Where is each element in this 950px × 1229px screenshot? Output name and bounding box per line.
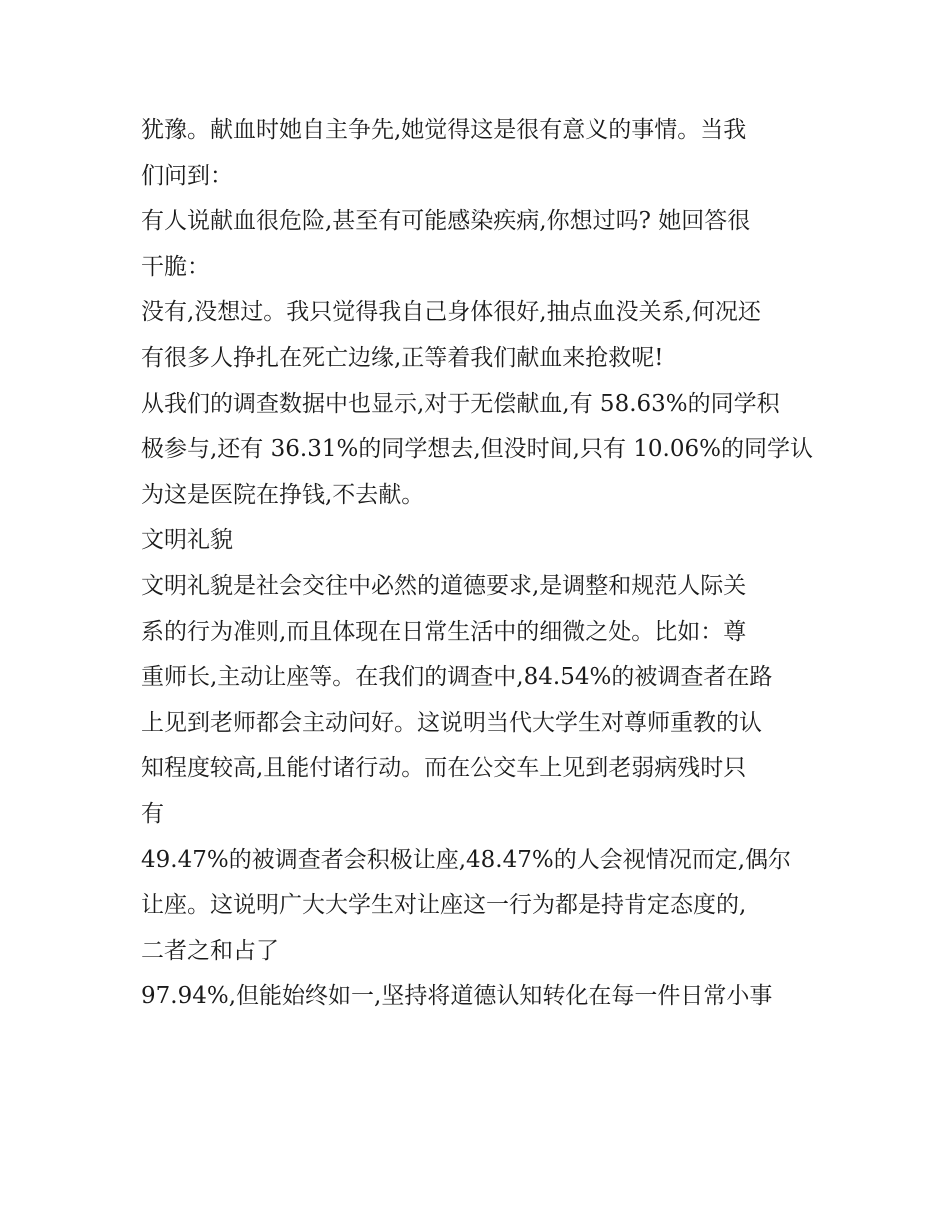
text-line: 没有,没想过。我只觉得我自己身体很好,抽点血没关系,何况还 [141,299,761,326]
text-line: 知程度较高,且能付诸行动。而在公交车上见到老弱病残时只 [141,755,747,782]
text-line: 为这是医院在挣钱,不去献。 [141,481,425,508]
body-text [141,108,821,1020]
text-line: 有人说献血很危险,甚至有可能感染疾病,你想过吗? 她回答很 [141,208,751,235]
text-line: 让座。这说明广大大学生对让座这一行为都是持肯定态度的, [141,892,747,919]
text-line: 们问到： [141,162,233,189]
text-line: 49.47%的被调查者会积极让座,48.47%的人会视情况而定,偶尔 [141,846,792,873]
text-line: 文明礼貌是社会交往中必然的道德要求,是调整和规范人际关 [141,572,747,599]
text-line: 有很多人挣扎在死亡边缘,正等着我们献血来抢救呢! [141,344,664,371]
text-line: 极参与,还有 36.31%的同学想去,但没时间,只有 10.06%的同学认 [141,436,813,463]
text-line: 有 [141,800,164,827]
text-line: 上见到老师都会主动问好。这说明当代大学生对尊师重教的认 [141,709,762,736]
text-line: 系的行为准则,而且体现在日常生活中的细微之处。比如：尊 [141,618,747,645]
text-line: 犹豫。献血时她自主争先,她觉得这是很有意义的事情。当我 [141,117,747,143]
text-line: 干脆： [141,253,210,280]
section-heading: 文明礼貌 [141,527,233,554]
text-line: 二者之和占了 [141,937,279,964]
text-line: 重师长,主动让座等。在我们的调查中,84.54%的被调查者在路 [141,664,773,691]
text-line: 从我们的调查数据中也显示,对于无偿献血,有 58.63%的同学积 [141,390,780,417]
text-line: 97.94%,但能始终如一,坚持将道德认知转化在每一件日常小事 [141,983,773,1010]
